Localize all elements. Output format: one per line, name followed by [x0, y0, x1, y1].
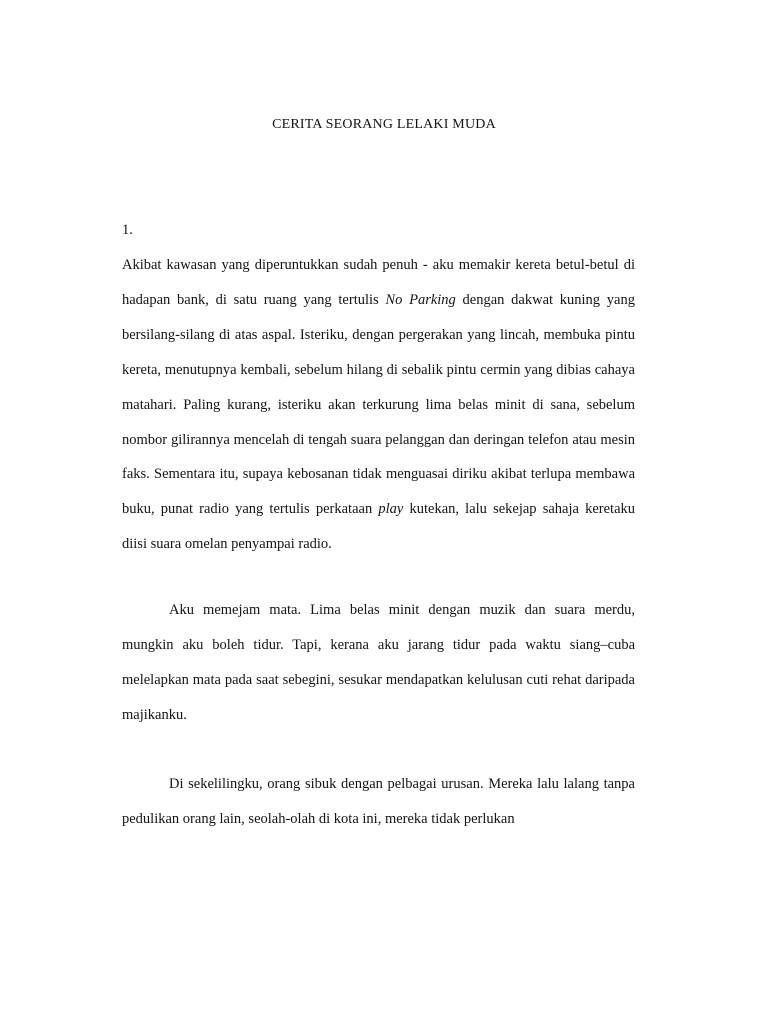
paragraph-2: Aku memejam mata. Lima belas minit dengan muzik dan suara merdu, mungkin aku boleh tidur. Tapi, kerana aku jarang tidur pada waktu siang–cuba melelapkan mata pada saat sebegini, sesukar mendapatkan kelulusan cuti rehat daripada majikanku. — [122, 602, 635, 723]
paragraph-1-text-c: kutekan, lalu sekejap sahaja keretaku diisi suara omelan penyampai radio. — [122, 501, 636, 553]
play-word: play — [378, 501, 404, 518]
paragraph-1-text-a: Akibat kawasan yang diperuntukkan sudah penuh - aku memakir kereta betul-betul di hadapan bank, di satu ruang yang tertulis — [122, 257, 635, 308]
paragraph-1-text-b: dengan dakwat kuning yang bersilang-silang di atas aspal. Isteriku, dengan pergerakan yang lincah, membuka pintu kereta, menutupnya kembali, sebelum hilang di sebalik pintu cermin yang dibias cahaya matahari. Paling kurang, isteriku akan terkurung lima belas minit di sana, sebelum nombor gilirannya mencelah di tengah suara pelanggan dan deringan telefon atau mesin faks. Sementara itu, supaya kebosanan tidak menguasai diriku akibat terlupa membawa buku, punat radio yang tertulis perkataan — [122, 291, 635, 518]
paragraph-3: Di sekelilingku, orang sibuk dengan pelbagai urusan. Mereka lalu lalang tanpa pedulikan orang lain, seolah-olah di kota ini, mereka tidak perlukan — [122, 776, 635, 827]
paragraph-1 — [122, 248, 635, 562]
section-number: 1. — [122, 222, 133, 238]
no-parking-phrase: No Parking — [385, 291, 456, 308]
document-title: CERITA SEORANG LELAKI MUDA — [272, 117, 496, 132]
